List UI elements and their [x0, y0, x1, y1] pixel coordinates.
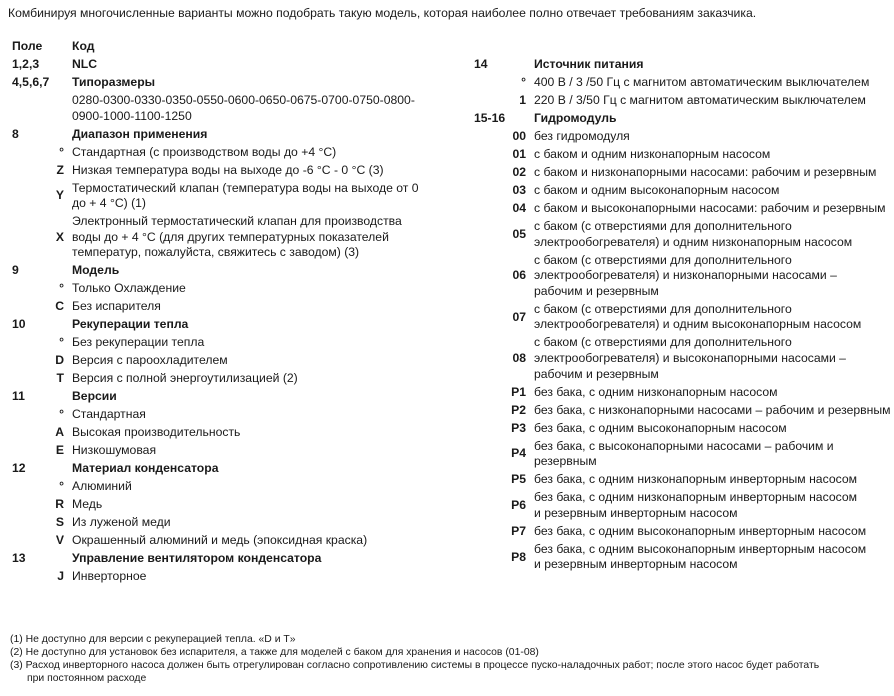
- option-code: 05: [512, 226, 526, 241]
- section-title: Типоразмеры: [72, 75, 156, 89]
- option-text-line: 400 В / 3 /50 Гц с магнитом автоматическим выключателем: [534, 75, 870, 89]
- option-text-line: с баком (с отверстиями для дополнительного: [534, 252, 792, 267]
- option-text-line: Только Охлаждение: [72, 281, 186, 296]
- option-code: T: [56, 371, 64, 386]
- option-text-line: Версия с полной энергоутилизацией (2): [72, 371, 298, 386]
- option-text-line: 220 В / 3/50 Гц с магнитом автоматическим выключателем: [534, 93, 866, 107]
- option-text-line: рабочим и резервным: [534, 366, 659, 381]
- section-field-number: 14: [474, 57, 488, 71]
- option-code: 00: [512, 129, 526, 143]
- section-field-number: 1,2,3: [12, 57, 40, 71]
- option-text-line: Без рекуперации тепла: [72, 335, 205, 350]
- option-text-line: электрообогревателя) и одним высоконапорным насосом: [534, 317, 862, 332]
- option-code: P6: [511, 497, 526, 512]
- option-text-line: Инверторное: [72, 569, 147, 584]
- section-title: Модель: [72, 263, 120, 278]
- option-text-line: без бака, с высоконапорными насосами – рабочим и: [534, 438, 834, 453]
- option-text-line: Стандартная: [72, 407, 146, 422]
- option-text-line: Низкая температура воды на выходе до -6 °C - 0 °C (3): [72, 162, 384, 177]
- option-text-line: с баком и одним низконапорным насосом: [534, 147, 771, 161]
- option-text-line: до + 4 °C) (1): [72, 196, 146, 211]
- option-text-line: и резервным инверторным насосом: [534, 505, 738, 520]
- option-text-line: Низкошумовая: [72, 443, 157, 458]
- option-text-line: резервным: [534, 454, 597, 469]
- option-code: P4: [511, 446, 526, 461]
- option-text-line: Версия с пароохладителем: [72, 353, 228, 368]
- section-title: Версии: [72, 389, 117, 404]
- section-title: Материал конденсатора: [72, 461, 219, 476]
- option-text-line: и резервным инверторным насосом: [534, 557, 738, 572]
- option-text-line: без бака, с одним высоконапорным инверторным насосом: [534, 523, 867, 538]
- option-text-line: Стандартная (с производством воды до +4 °C): [72, 144, 337, 159]
- option-code: Z: [56, 162, 64, 177]
- option-text-line: с баком (с отверстиями для дополнительного: [534, 219, 792, 233]
- option-text-line: с баком и низконапорными насосами: рабочим и резервным: [534, 165, 877, 179]
- section-field-number: 9: [12, 263, 19, 278]
- option-code: X: [55, 229, 64, 244]
- option-text-line: с баком и одним высоконапорным насосом: [534, 183, 780, 197]
- option-code: S: [55, 515, 64, 530]
- option-code: R: [55, 497, 64, 512]
- option-code: E: [55, 443, 64, 458]
- option-text-line: Электронный термостатический клапан для производства: [72, 214, 402, 229]
- section-field-number: 13: [12, 551, 26, 566]
- option-code: 04: [512, 201, 526, 215]
- option-text-line: без бака, с одним высоконапорным инверторным насосом: [534, 541, 867, 556]
- option-text-line: без гидромодуля: [534, 129, 630, 143]
- option-text-line: электрообогревателя) и высоконапорными насосами –: [534, 350, 846, 365]
- option-text-line: воды до + 4 °C (для других температурных показателей: [72, 229, 389, 244]
- section-field-number: 12: [12, 461, 26, 476]
- option-text-line: Термостатический клапан (температура воды на выходе от 0: [72, 180, 419, 195]
- section-field-number: 4,5,6,7: [12, 75, 50, 89]
- option-code: Y: [55, 188, 64, 203]
- option-code: P7: [511, 523, 526, 538]
- option-code: P8: [511, 549, 526, 564]
- option-code: C: [55, 299, 64, 314]
- section-field-number: 8: [12, 126, 19, 141]
- option-code: P5: [511, 472, 526, 487]
- option-code: D: [55, 353, 64, 368]
- footnote: (3) Расход инверторного насоса должен быть отрегулирован согласно сопротивлению системы в процессе пуско-наладочных работ; после этого насос будет работать: [10, 660, 820, 671]
- footnote: (2) Не доступно для установок без испарителя, а также для моделей с баком для хранения и насосов (01-08): [10, 647, 539, 658]
- option-code: 07: [512, 309, 526, 324]
- option-code: P2: [511, 402, 526, 417]
- option-code: 02: [512, 165, 526, 179]
- option-text-line: 0900-1000-1100-1250: [72, 108, 192, 123]
- option-text-line: без бака, с одним низконапорным инверторным насосом: [534, 472, 857, 487]
- option-code: V: [55, 533, 64, 548]
- option-text-line: с баком (с отверстиями для дополнительного: [534, 301, 792, 316]
- option-text-line: без бака, с одним высоконапорным насосом: [534, 420, 787, 435]
- option-code: A: [55, 425, 64, 440]
- option-text-line: Окрашенный алюминий и медь (эпоксидная краска): [72, 533, 368, 548]
- option-code: P1: [511, 384, 526, 399]
- field-header: Поле: [12, 39, 43, 53]
- section-field-number: 11: [12, 389, 25, 404]
- intro-text: Комбинируя многочисленные варианты можно подобрать такую модель, которая наиболее полно отвечает требованиям заказчика.: [8, 6, 757, 20]
- section-title: NLC: [72, 57, 98, 71]
- option-text-line: Алюминий: [72, 479, 132, 494]
- option-text-line: Медь: [72, 497, 103, 512]
- section-title: Диапазон применения: [72, 126, 208, 141]
- option-code: 01: [512, 147, 526, 161]
- option-text-line: без бака, с одним низконапорным насосом: [534, 384, 778, 399]
- option-text-line: без бака, с низконапорными насосами – рабочим и резервным: [534, 402, 891, 417]
- option-code: °: [521, 75, 526, 89]
- option-text-line: рабочим и резервным: [534, 283, 659, 298]
- section-title: Рекуперации тепла: [72, 317, 189, 332]
- option-text-line: Высокая производительность: [72, 425, 241, 440]
- option-code: 03: [512, 183, 526, 197]
- option-text-line: электрообогревателя) и низконапорными насосами –: [534, 268, 837, 283]
- option-code: °: [59, 281, 64, 296]
- section-title: Источник питания: [534, 57, 644, 71]
- option-code: J: [57, 569, 64, 584]
- option-code: °: [59, 479, 64, 494]
- option-text-line: Из луженой меди: [72, 515, 171, 530]
- option-text-line: с баком и высоконапорными насосами: рабочим и резервным: [534, 201, 886, 215]
- option-code: P3: [511, 420, 526, 435]
- section-field-number: 10: [12, 317, 26, 332]
- option-text-line: Без испарителя: [72, 299, 161, 314]
- section-title: Гидромодуль: [534, 111, 617, 125]
- option-code: °: [59, 144, 64, 159]
- option-code: 06: [512, 268, 526, 283]
- section-field-number: 15-16: [474, 111, 506, 125]
- option-code: 1: [519, 93, 526, 107]
- section-title: Управление вентилятором конденсатора: [72, 551, 322, 566]
- option-code: 08: [512, 350, 526, 365]
- option-code: °: [59, 335, 64, 350]
- option-text-line: без бака, с одним низконапорным инверторным насосом: [534, 490, 857, 505]
- option-text-line: с баком (с отверстиями для дополнительного: [534, 335, 792, 350]
- code-header: Код: [72, 39, 95, 53]
- option-text-line: электрообогревателя) и одним низконапорным насосом: [534, 234, 853, 249]
- option-code: °: [59, 407, 64, 422]
- option-text-line: 0280-0300-0330-0350-0550-0600-0650-0675-0700-0750-0800-: [72, 93, 415, 107]
- footnote: при постоянном расходе: [27, 673, 147, 684]
- footnote: (1) Не доступно для версии с рекуперацией тепла. «D и T»: [10, 634, 296, 645]
- option-text-line: температур, пожалуйста, свяжитесь с заводом) (3): [72, 245, 360, 260]
